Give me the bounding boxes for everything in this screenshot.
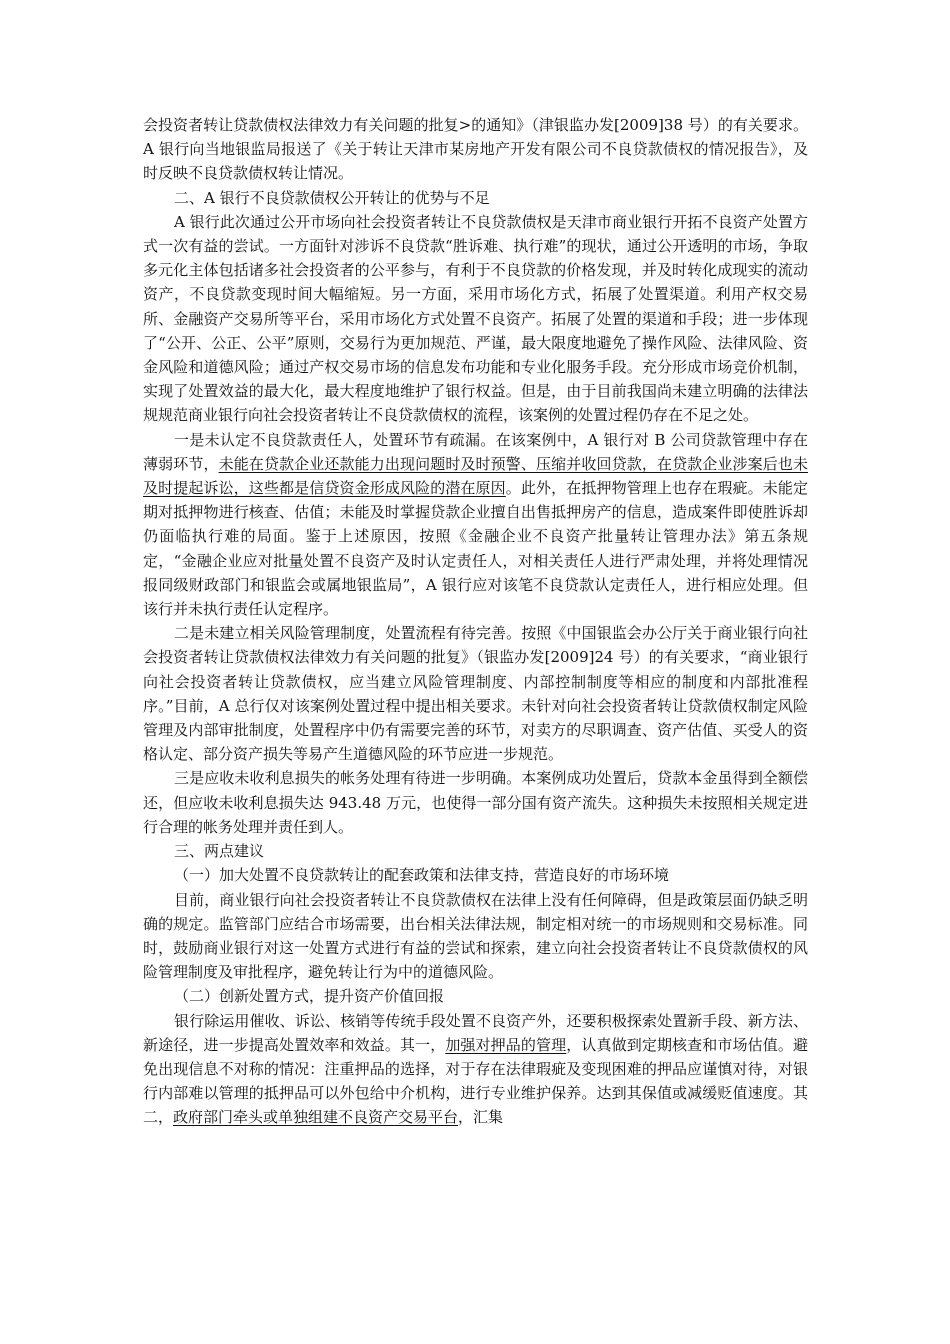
section-heading-2 <box>143 186 808 210</box>
underlined-text: 政府部门牵头或单独组建不良资产交易平台 <box>173 1108 459 1127</box>
paragraph-suggestion-1 <box>143 888 808 985</box>
text-segment: 目前，商业银行向社会投资者转让不良贷款债权在法律上没有任何障碍，但是政策层面仍缺乏明确的规定。监管部门应结合市场需要，出台相关法律法规，制定相对统一的市场规则和交易标准。同时，鼓励商业银行对这一处置方式进行有益的尝试和探索，建立向社会投资者转让不良贷款债权的风险管理制度及审批程序，避免转让行为中的道德风险。 <box>143 890 808 982</box>
text-segment: ，汇集 <box>458 1108 504 1127</box>
section-heading-3 <box>143 839 808 863</box>
paragraph-deficiency-3 <box>143 766 808 839</box>
text-segment: 二是未建立相关风险管理制度，处置流程有待完善。按照《中国银监会办公厅关于商业银行向社会投资者转让贷款债权法律效力有关问题的批复》（银监办发[2009]24 号）的有关要求，“商业银行向社会投资者转让贷款债权，应当建立风险管理制度、内部控制制度等相应的制度和内部批准程序。”目前，A 总行仅对该案例处置过程中提出相关要求。未针对向社会投资者转让贷款债权制定风险管理及内部审批制度，处置程序中仍有需要完善的环节，对卖方的尽职调查、资产估值、买受人的资格认定、部分资产损失等易产生道德风险的环节应进一步规范。 <box>143 624 808 764</box>
text-segment: （一）加大处置不良贷款转让的配套政策和法律支持，营造良好的市场环境 <box>174 866 670 885</box>
document-body <box>143 113 808 1130</box>
text-segment: 二、A 银行不良贷款债权公开转让的优势与不足 <box>174 188 490 207</box>
paragraph-deficiency-1 <box>143 428 808 622</box>
text-segment: 一是未认定不良贷款责任人，处置环节有疏漏。在该案例中，A 银行对 B 公司贷款管理中存在薄弱环节， <box>143 430 808 473</box>
paragraph-intro-continuation <box>143 113 808 186</box>
subheading-2 <box>143 984 808 1008</box>
text-segment: 会投资者转让贷款债权法律效力有关问题的批复>的通知》（津银监办发[2009]38 号）的有关要求。A 银行向当地银监局报送了《关于转让天津市某房地产开发有限公司不良贷款债权的情况报告》，及时反映不良贷款债权转让情况。 <box>143 116 808 183</box>
underlined-text: 未能在贷款企业还款能力出现问题时及时预警、压缩并收回贷款，在贷款企业涉案后也未及时提起诉讼，这些都是信贷资金形成风险的潜在原因 <box>143 454 808 498</box>
text-segment: ，认真做到定期核查和市场估值。避免出现信息不对称的情况：注重押品的选择，对于存在法律瑕疵及变现困难的押品应谨慎对待，对银行内部难以管理的抵押品可以外包给中介机构，进行专业维护保养。达到其保值或减缓贬值速度。其二， <box>143 1035 808 1127</box>
subheading-1 <box>143 863 808 887</box>
text-segment: 。此外，在抵押物管理上也存在瑕疵。未能定期对抵押物进行核查、估值；未能及时掌握贷款企业擅自出售抵押房产的信息，造成案件即使胜诉却仍面临执行难的局面。鉴于上述原因，按照《金融企业不良资产批量转让管理办法》第五条规定，“金融企业应对批量处置不良资产及时认定责任人，对相关责任人进行严肃处理，并将处理情况报同级财政部门和银监会或属地银监局”，A 银行应对该笔不良贷款认定责任人，进行相应处理。但该行并未执行责任认定程序。 <box>143 479 808 619</box>
paragraph-suggestion-2 <box>143 1009 808 1130</box>
paragraph-advantages <box>143 210 808 428</box>
text-segment: 三、两点建议 <box>174 842 265 861</box>
text-segment: 银行除运用催收、诉讼、核销等传统手段处置不良资产外，还要积极探索处置新手段、新方法、新途径，进一步提高处置效率和效益。其一， <box>143 1011 808 1054</box>
underlined-text: 加强对押品的管理 <box>445 1035 567 1054</box>
text-segment: 三是应收未收利息损失的帐务处理有待进一步明确。本案例成功处置后，贷款本金虽得到全额偿还，但应收未收利息损失达 943.48 万元，也使得一部分国有资产流失。这种损失未按照相关规定进行合理的帐务处理并责任到人。 <box>143 769 808 836</box>
paragraph-deficiency-2 <box>143 621 808 766</box>
text-segment: A 银行此次通过公开市场向社会投资者转让不良贷款债权是天津市商业银行开拓不良资产处置方式一次有益的尝试。一方面针对涉诉不良贷款“胜诉难、执行难”的现状，通过公开透明的市场，争取多元化主体包括诸多社会投资者的公平参与，有利于不良贷款的价格发现，并及时转化成现实的流动资产，不良贷款变现时间大幅缩短。另一方面，采用市场化方式，拓展了处置渠道。利用产权交易所、金融资产交易所等平台，采用市场化方式处置不良资产。拓展了处置的渠道和手段；进一步体现了“公开、公正、公平”原则，交易行为更加规范、严谨，最大限度地避免了操作风险、法律风险、资金风险和道德风险；通过产权交易市场的信息发布功能和专业化服务手段。充分形成市场竞价机制，实现了处置效益的最大化，最大程度地维护了银行权益。但是，由于目前我国尚未建立明确的法律法规规范商业银行向社会投资者转让不良贷款债权的流程，该案例的处置过程仍存在不足之处。 <box>143 212 808 425</box>
text-segment: （二）创新处置方式，提升资产价值回报 <box>174 987 445 1006</box>
